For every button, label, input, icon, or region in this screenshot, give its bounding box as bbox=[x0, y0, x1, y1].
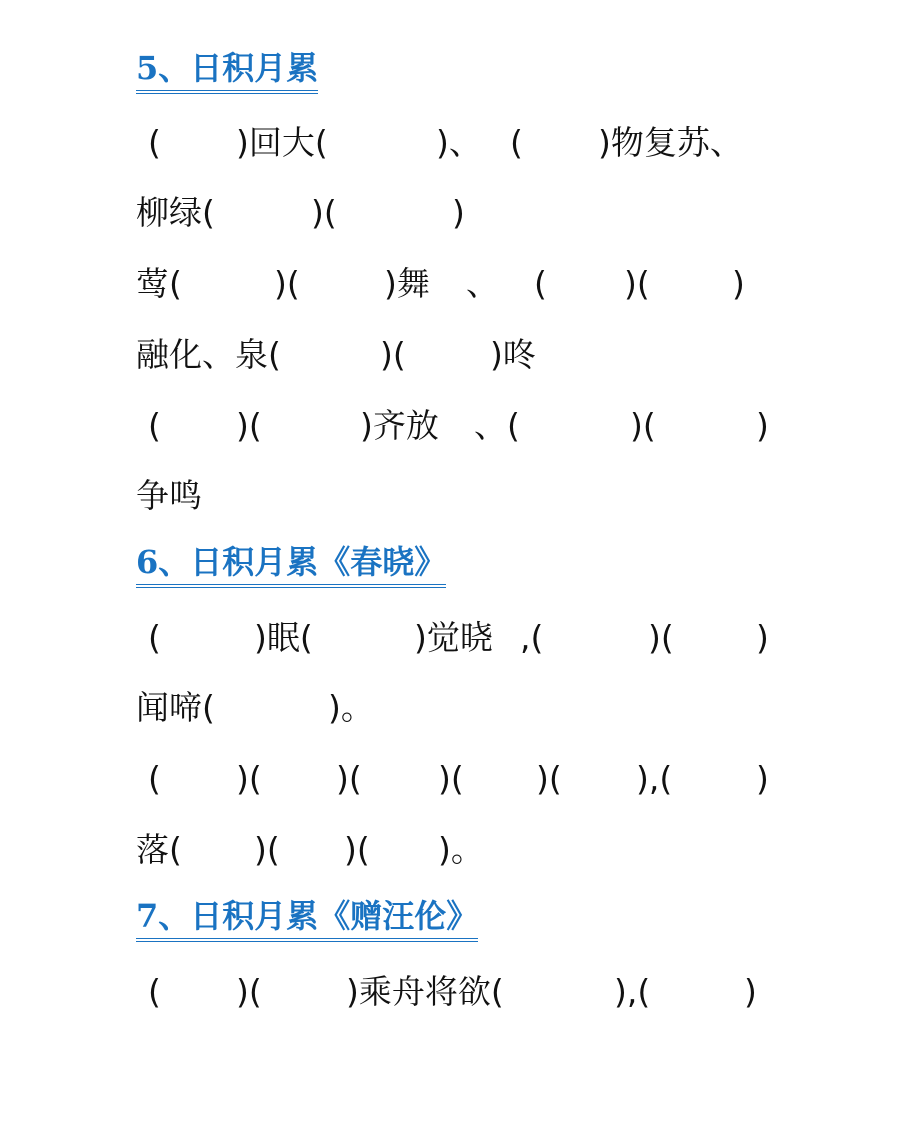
line-segment: )( bbox=[344, 830, 370, 869]
line-segment: )舞 bbox=[384, 264, 430, 303]
line-segment: ) bbox=[744, 972, 757, 1011]
line-segment: )乘舟将欲( bbox=[346, 972, 504, 1011]
line-segment: ) bbox=[756, 406, 769, 445]
line-segment: )回大( bbox=[236, 123, 328, 162]
line-segment: )( bbox=[236, 972, 262, 1011]
line-segment: ) bbox=[452, 193, 465, 232]
line-segment: 融化、泉( bbox=[136, 335, 281, 374]
line-segment: )( bbox=[236, 759, 262, 798]
line-segment: )( bbox=[438, 759, 464, 798]
line-segment: )眠( bbox=[254, 618, 313, 657]
line-segment: )( bbox=[311, 193, 337, 232]
line-segment: 争鸣 bbox=[136, 476, 202, 515]
line-segment: ( bbox=[148, 972, 161, 1011]
line-segment: )( bbox=[648, 618, 674, 657]
line-segment: )齐放 bbox=[360, 406, 439, 445]
blank-line bbox=[136, 121, 896, 165]
line-segment: )( bbox=[380, 335, 406, 374]
line-segment: ( bbox=[148, 759, 161, 798]
line-segment: 、 bbox=[466, 264, 499, 303]
blank-line bbox=[136, 191, 896, 235]
line-segment: 柳绿( bbox=[136, 193, 215, 232]
line-segment: )、 bbox=[436, 123, 482, 162]
line-segment: )( bbox=[254, 830, 280, 869]
line-segment: )咚 bbox=[490, 335, 536, 374]
line-segment: )( bbox=[536, 759, 562, 798]
line-segment: )物复苏、 bbox=[598, 123, 743, 162]
section-heading-6: 6、日积月累《春晓》 bbox=[136, 542, 446, 588]
line-segment: ,( bbox=[520, 618, 544, 657]
line-segment: ) bbox=[756, 759, 769, 798]
line-segment: ( bbox=[148, 618, 161, 657]
line-segment: )( bbox=[236, 406, 262, 445]
line-segment: 莺( bbox=[136, 264, 182, 303]
line-segment: )觉晓 bbox=[414, 618, 493, 657]
blank-line bbox=[136, 262, 896, 306]
line-segment: 闻啼( bbox=[136, 688, 215, 727]
blank-line bbox=[136, 828, 896, 872]
blank-line bbox=[136, 404, 896, 448]
blank-line bbox=[136, 474, 896, 518]
blank-line bbox=[136, 757, 896, 801]
line-segment: ),( bbox=[614, 972, 651, 1011]
blank-line bbox=[136, 616, 896, 660]
section-heading-5: 5、日积月累 bbox=[136, 48, 318, 94]
line-segment: 落( bbox=[136, 830, 182, 869]
line-segment: )。 bbox=[328, 688, 374, 727]
line-segment: ( bbox=[148, 406, 161, 445]
line-segment: ( bbox=[534, 264, 547, 303]
blank-line bbox=[136, 970, 896, 1014]
line-segment: ) bbox=[732, 264, 745, 303]
blank-line bbox=[136, 333, 896, 377]
line-segment: ( bbox=[148, 123, 161, 162]
line-segment: )( bbox=[624, 264, 650, 303]
line-segment: )( bbox=[630, 406, 656, 445]
line-segment: 、( bbox=[474, 406, 520, 445]
line-segment: ),( bbox=[636, 759, 673, 798]
line-segment: )。 bbox=[438, 830, 484, 869]
line-segment: )( bbox=[274, 264, 300, 303]
line-segment: ) bbox=[756, 618, 769, 657]
line-segment: ( bbox=[510, 123, 523, 162]
line-segment: )( bbox=[336, 759, 362, 798]
section-heading-7: 7、日积月累《赠汪伦》 bbox=[136, 896, 478, 942]
blank-line bbox=[136, 686, 896, 730]
